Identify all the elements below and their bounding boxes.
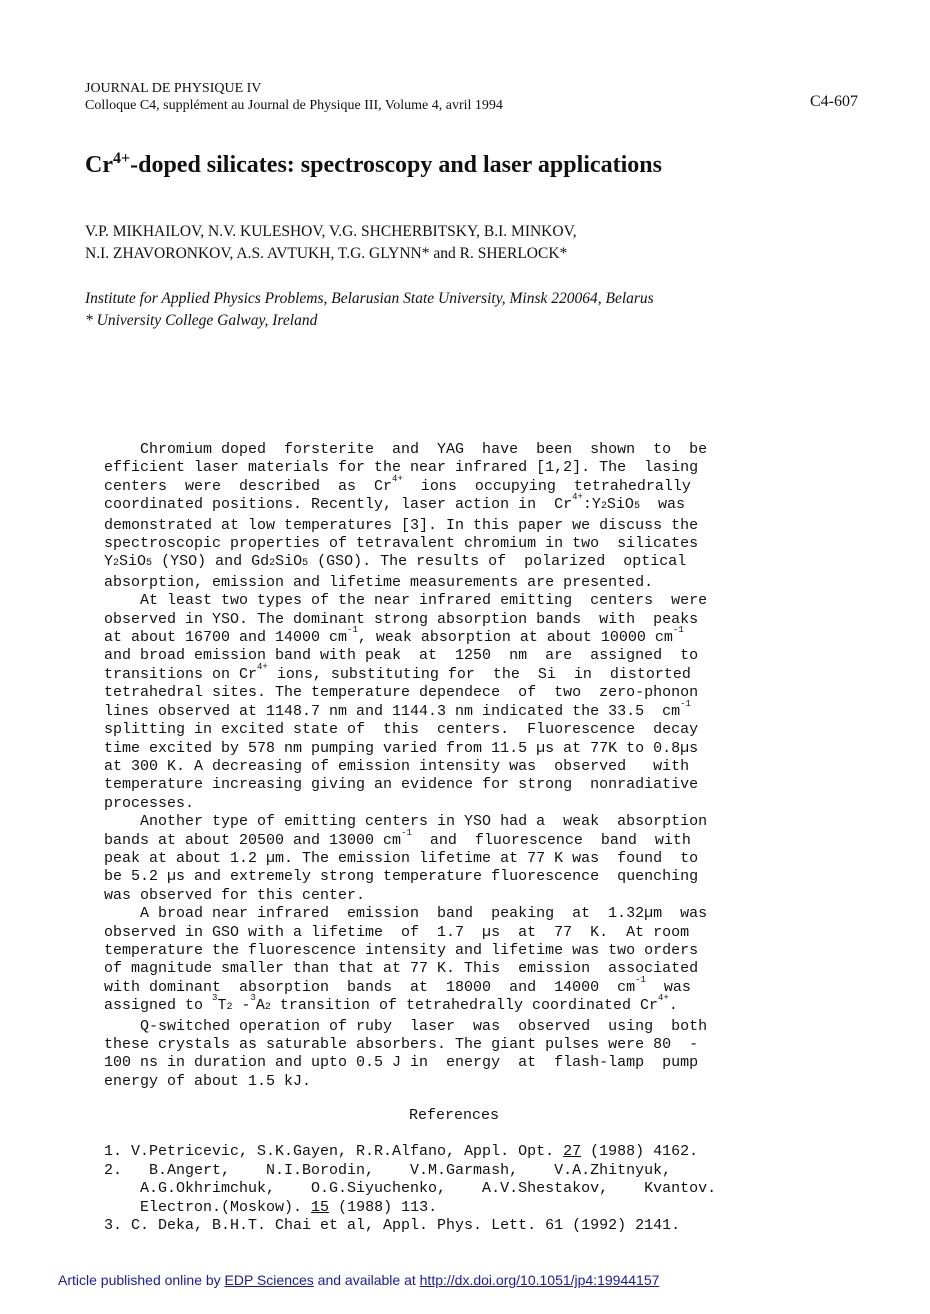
reference-item-cont: A.G.Okhrimchuk, O.G.Siyuchenko, A.V.Shestakov, Kvantov. (104, 1180, 717, 1198)
body-line: demonstrated at low temperatures [3]. In this paper we discuss the (104, 516, 699, 534)
body-line: at 300 K. A decreasing of emission intensity was observed with (104, 757, 690, 775)
paper-title (85, 152, 662, 179)
body-line: absorption, emission and lifetime measurements are presented. (104, 573, 654, 591)
body-line: assigned to $^3$T2 -$^3$A2 transition of tetrahedrally coordinated $Cr^{4+}$. (104, 993, 678, 1015)
body-line: and broad emission band with peak at 1250 nm are assigned to (104, 647, 699, 665)
abstract-body (104, 441, 824, 1091)
body-line: observed in YSO. The dominant strong absorption bands with peaks (104, 610, 699, 628)
body-line: temperature increasing giving an evidence for strong nonradiative (104, 776, 699, 794)
reference-list (104, 1143, 716, 1236)
journal-header (85, 80, 503, 114)
body-line: Another type of emitting centers in YSO had a weak absorption (104, 813, 708, 831)
publication-footer: Article published online by EDP Sciences and available at http://dx.doi.org/10.1051/jp4:19944157 (58, 1272, 660, 1288)
body-line: centers were described as $Cr^{4+}$ ions occupying tetrahedrally (104, 473, 691, 495)
body-line: Chromium doped forsterite and YAG have been shown to be (104, 441, 708, 458)
body-line: coordinated positions. Recently, laser action in $Cr^{4+}:Y2SiO5$ was (104, 492, 685, 514)
title-superscript: 4+ (112, 150, 131, 167)
body-line: processes. (104, 794, 195, 812)
edp-sciences-link[interactable]: EDP Sciences (224, 1272, 314, 1288)
body-line: time excited by 578 nm pumping varied from 11.5 µs at 77K to 0.8µs (104, 739, 699, 757)
body-line: lines observed at 1148.7 nm and 1144.3 nm indicated the 33.5 $cm^{-1}$ (104, 698, 691, 720)
title-rest: -doped silicates: spectroscopy and laser applications (130, 152, 662, 178)
body-line: spectroscopic properties of tetravalent chromium in two silicates (104, 535, 699, 553)
colloque-line: Colloque C4, supplément au Journal de Physique III, Volume 4, avril 1994 (85, 98, 503, 113)
body-line: bands at about 20500 and 13000 $cm^{-1}$ and fluorescence band with (104, 827, 691, 849)
body-line: these crystals as saturable absorbers. The giant pulses were 80 - (104, 1036, 699, 1053)
body-line: A broad near infrared emission band peaking at 1.32µm was (104, 905, 708, 923)
body-line: with dominant absorption bands at 18000 and 14000 $cm^{-1}$ was (104, 974, 691, 996)
body-line: Q-switched operation of ruby laser was observed using both (104, 1017, 708, 1035)
body-line: 100 ns in duration and upto 0.5 J in energy at flash-lamp pump (104, 1054, 699, 1072)
reference-item: 1. V.Petricevic, S.K.Gayen, R.R.Alfano, Appl. Opt. 27 (1988) 4162. (104, 1143, 699, 1160)
body-line: tetrahedral sites. The temperature dependece of two zero-phonon (104, 684, 699, 702)
body-line: energy of about 1.5 kJ. (104, 1072, 312, 1090)
reference-item: 2. B.Angert, N.I.Borodin, V.M.Garmash, V.A.Zhitnyuk, (104, 1161, 672, 1179)
body-line: Y2SiO5 (YSO) and Gd2SiO5 (GSO). The results of polarized optical (104, 553, 687, 571)
affiliation-line-1: Institute for Applied Physics Problems, Belarusian State University, Minsk 220064, Belarus (85, 290, 654, 307)
references-heading: References (409, 1107, 500, 1124)
journal-name: JOURNAL DE PHYSIQUE IV (85, 81, 262, 96)
body-line: splitting in excited state of this centers. Fluorescence decay (104, 721, 699, 739)
title-prefix: Cr (85, 152, 113, 178)
body-line: of magnitude smaller than that at 77 K. This emission associated (104, 960, 699, 978)
reference-item-cont: Electron.(Moskow). 15 (1988) 113. (104, 1198, 438, 1216)
body-line: transitions on $Cr^{4+}$ ions, substituting for the Si in distorted (104, 661, 691, 683)
body-line: was observed for this center. (104, 886, 366, 904)
affiliations (85, 288, 654, 332)
body-line: peak at about 1.2 µm. The emission lifetime at 77 K was found to (104, 849, 699, 867)
reference-item: 3. C. Deka, B.H.T. Chai et al, Appl. Phys. Lett. 61 (1992) 2141. (104, 1217, 681, 1235)
body-line: At least two types of the near infrared emitting centers were (104, 592, 708, 610)
body-line: efficient laser materials for the near infrared [1,2]. The lasing (104, 459, 699, 477)
author-list (85, 221, 577, 265)
authors-line-1: V.P. MIKHAILOV, N.V. KULESHOV, V.G. SHCHERBITSKY, B.I. MINKOV, (85, 223, 577, 240)
doi-link[interactable]: http://dx.doi.org/10.1051/jp4:19944157 (419, 1272, 660, 1288)
body-line: observed in GSO with a lifetime of 1.7 µs at 77 K. At room (104, 923, 690, 941)
page-number: C4-607 (810, 93, 858, 110)
body-line: be 5.2 µs and extremely strong temperature fluorescence quenching (104, 868, 699, 886)
body-line: temperature the fluorescence intensity and lifetime was two orders (104, 941, 699, 959)
affiliation-line-2: * University College Galway, Ireland (85, 312, 318, 329)
body-line: at about 16700 and 14000 $cm^{-1}$, weak absorption at about 10000 $cm^{-1}$ (104, 625, 684, 647)
authors-line-2: N.I. ZHAVORONKOV, A.S. AVTUKH, T.G. GLYNN* and R. SHERLOCK* (85, 245, 568, 262)
